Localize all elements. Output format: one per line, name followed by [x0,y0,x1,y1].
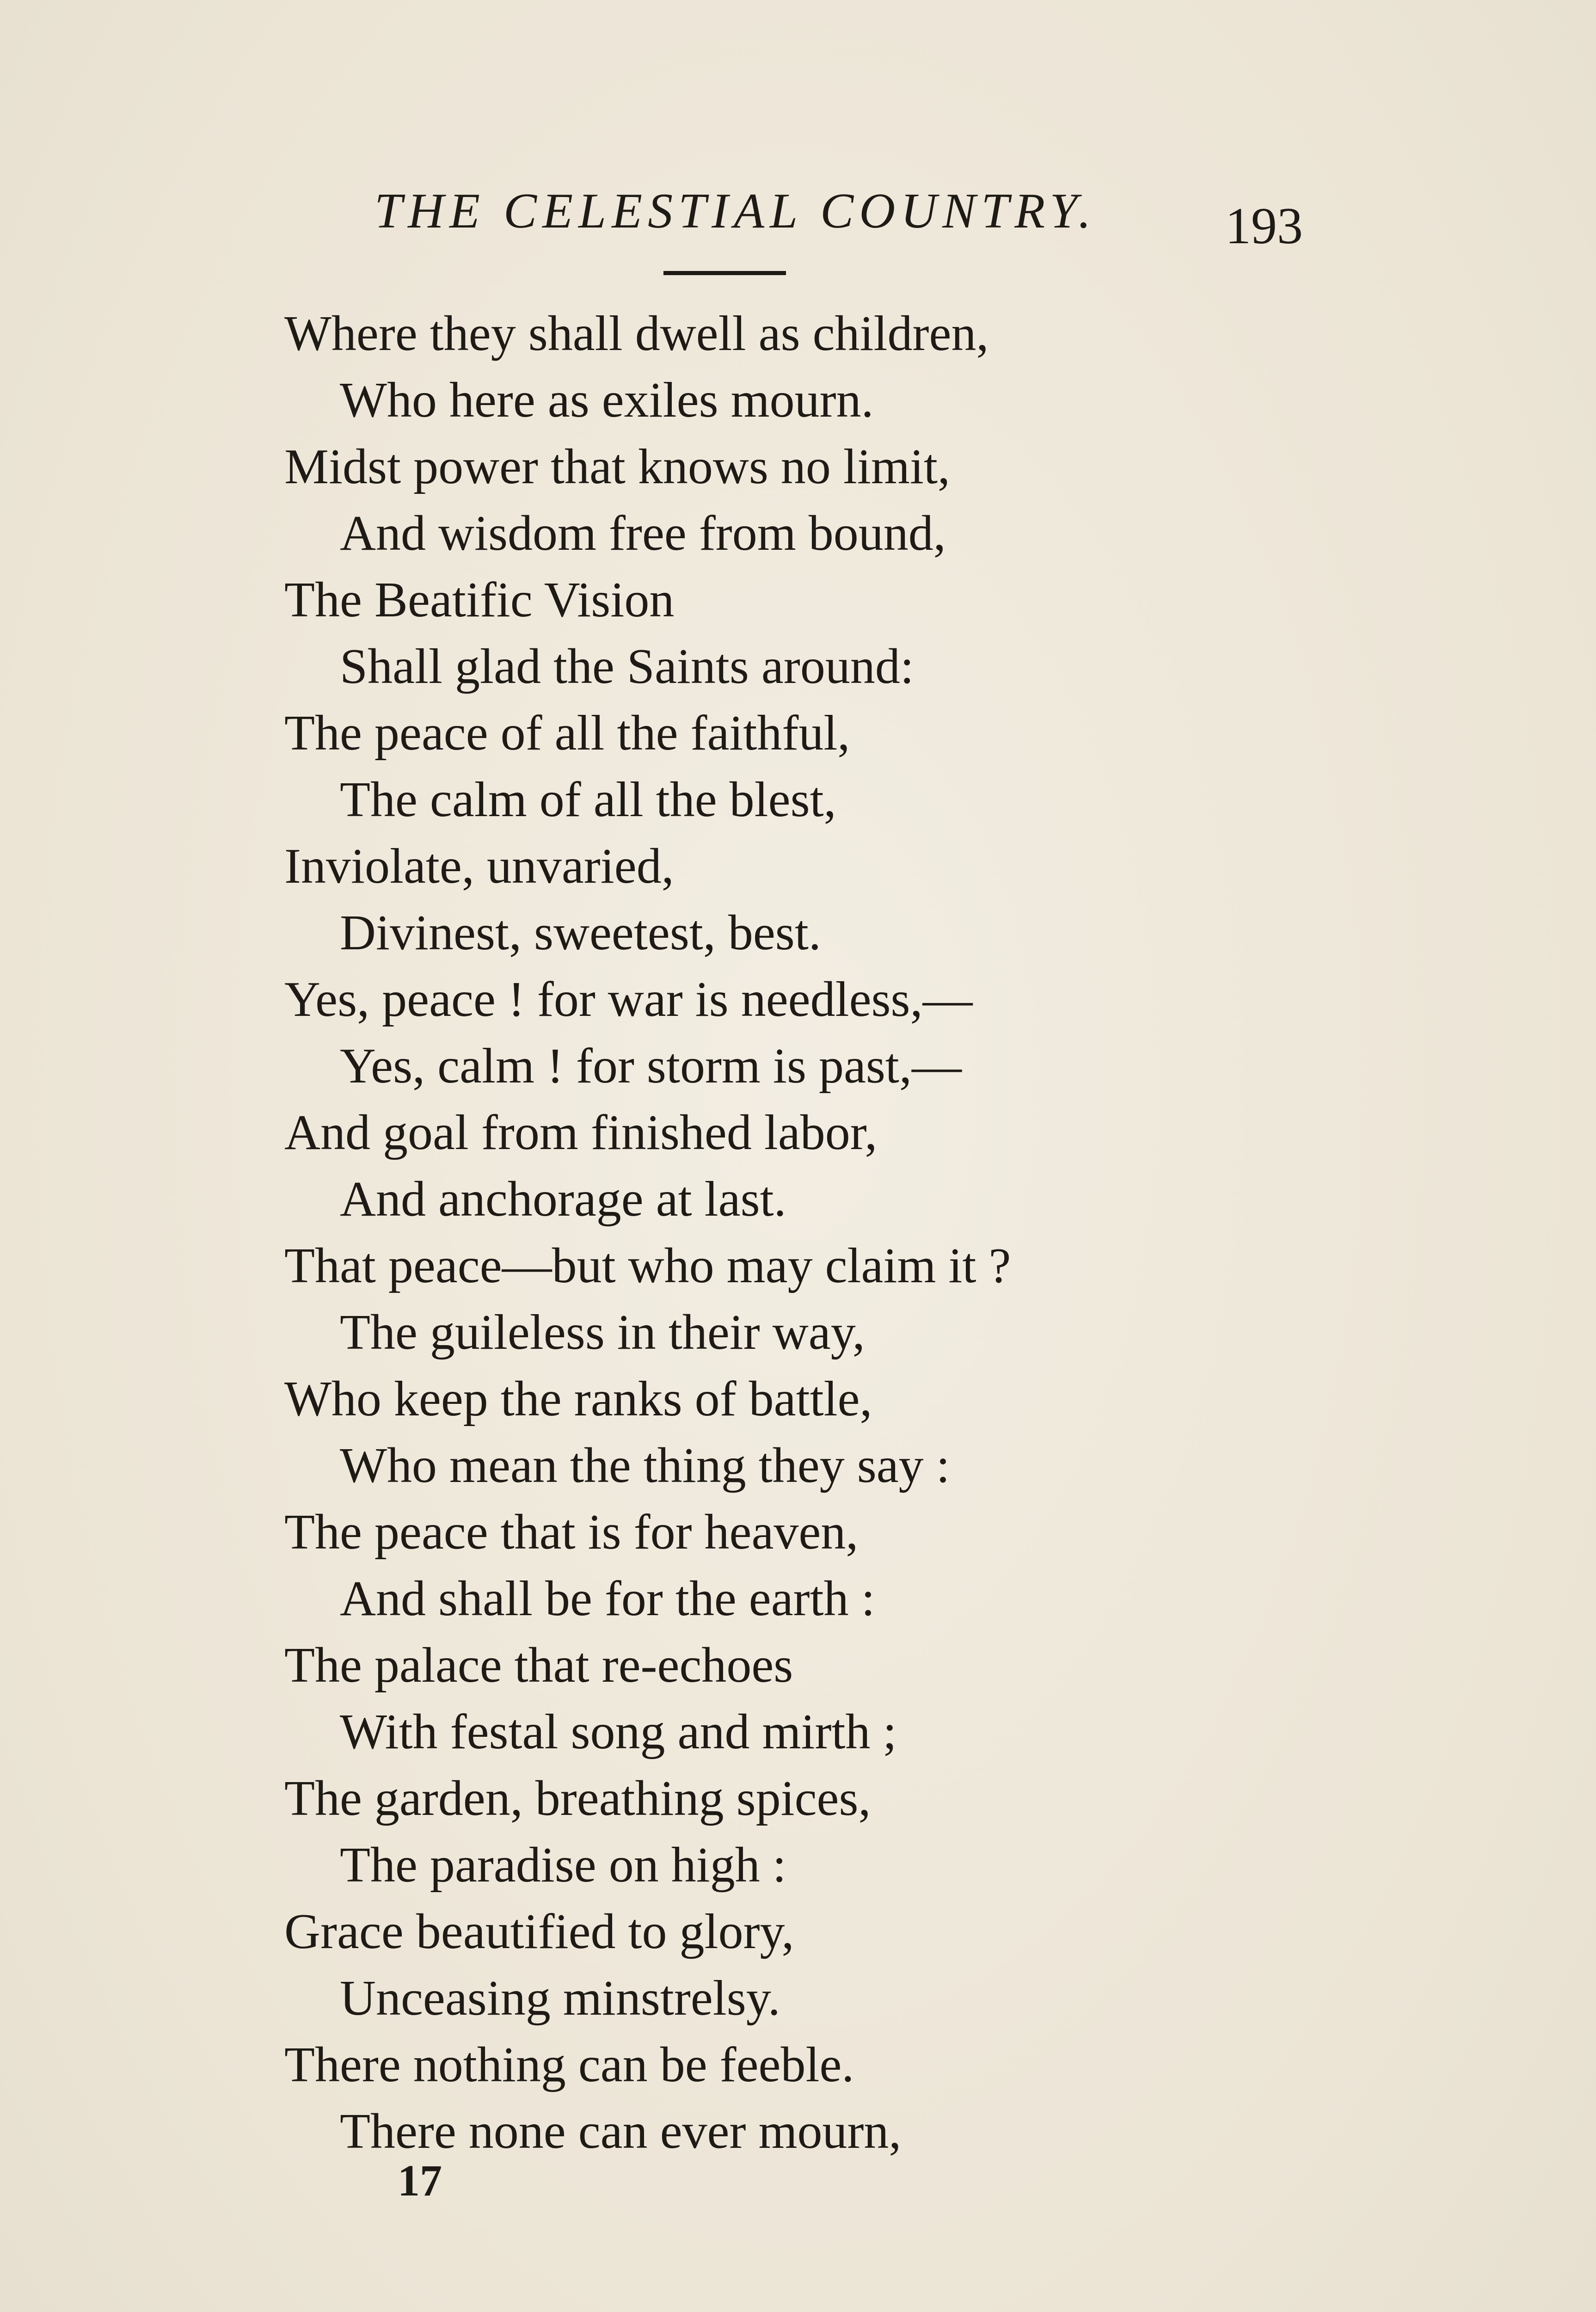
poem-line: The paradise on high : [340,1838,786,1893]
page-number: 193 [1225,197,1303,255]
poem-line: The calm of all the blest, [340,772,836,827]
poem-line: The peace of all the faithful, [284,706,850,761]
poem-line: Divinest, sweetest, best. [340,905,821,960]
poem-line: Grace beautified to glory, [284,1904,794,1959]
poem-line: Who here as exiles mourn. [340,373,874,428]
poem-line: The guileless in their way, [340,1305,865,1360]
poem-line: The Beatific Vision [284,572,675,627]
poem-line: The peace that is for heaven, [284,1505,859,1560]
poem-line: And wisdom free from bound, [340,506,946,561]
poem-line: The palace that re-echoes [284,1638,793,1693]
poem-line: The garden, breathing spices, [284,1771,871,1826]
poem-line: Inviolate, unvaried, [284,839,674,894]
signature-mark: 17 [398,2156,442,2205]
running-head: THE CELESTIAL COUNTRY. [374,184,1097,239]
poem-line: There none can ever mourn, [340,2104,902,2159]
poem-line: There nothing can be feeble. [284,2037,854,2092]
poem-line: That peace—but who may claim it ? [284,1238,1011,1293]
poem-line: And goal from finished labor, [284,1105,878,1160]
poem-line: Shall glad the Saints around: [340,639,914,694]
poem-line: And shall be for the earth : [340,1571,875,1626]
poem-line: And anchorage at last. [340,1172,786,1227]
poem-body [284,301,1255,2165]
poem-line: Unceasing minstrelsy. [340,1971,780,2026]
poem-line: Yes, peace ! for war is needless,— [284,972,973,1027]
poem-line: Midst power that knows no limit, [284,439,950,494]
header-rule [663,271,786,275]
poem-line: With festal song and mirth ; [340,1704,897,1759]
poem-line: Where they shall dwell as children, [284,306,989,361]
poem-line: Yes, calm ! for storm is past,— [340,1039,962,1094]
poem-line: Who mean the thing they say : [340,1438,950,1493]
poem-line: Who keep the ranks of battle, [284,1371,872,1427]
